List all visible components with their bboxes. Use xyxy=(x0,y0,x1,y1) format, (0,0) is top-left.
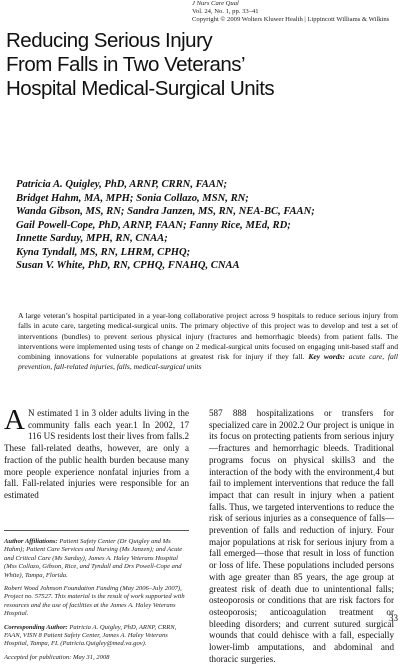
author-line: Susan V. White, PhD, RN, CPHQ, FNAHQ, CNAA xyxy=(16,260,240,271)
keywords-label: Key words: xyxy=(308,352,346,362)
affiliations-label: Author Affiliations: xyxy=(4,538,58,545)
drop-cap: A xyxy=(4,404,25,436)
abstract xyxy=(18,311,398,373)
author-line: Kyna Tyndall, MS, RN, LHRM, CPHQ; xyxy=(16,246,191,258)
body-text-left: N estimated 1 in 3 older adults living in the community falls each year.1 In 2002, 17 116 US residents lost their lives from falls.2 These fall-related deaths, however, are only a fraction of the public health burden because many more people experience nonfatal injuries from a fall. Fall-related injuries were responsible for an estimated xyxy=(4,408,189,500)
author-list xyxy=(16,178,400,273)
title-line-2: From Falls in Two Veterans’ xyxy=(6,53,246,76)
author-line: Bridget Hahm, MA, MPH; Sonia Collazo, MSN, RN; xyxy=(16,192,249,204)
title-line-3: Hospital Medical-Surgical Units xyxy=(6,77,275,100)
title-line-1: Reducing Serious Injury xyxy=(6,29,213,52)
page-number: 33 xyxy=(389,613,398,623)
author-line: Gail Powell-Cope, PhD, ARNP, FAAN; Fanny Rice, MEd, RD; xyxy=(16,219,291,231)
article-notes xyxy=(4,538,189,667)
corresponding-author xyxy=(4,624,189,649)
funding-note: Robert Wood Johnson Foundation Funding (May 2006–July 2007), Project no. 57527. This material is the result of work supported with resources and the use of facilities at the James A. Haley Veterans Hospital. xyxy=(4,585,185,618)
footnote-divider xyxy=(4,530,189,531)
author-line: Innette Sarduy, MPH, RN, CNAA; xyxy=(16,233,168,244)
body-column-left xyxy=(4,404,189,502)
corresponding-label: Corresponding Author: xyxy=(4,623,68,631)
journal-volume: Vol. 24, No. 1, pp. 33–41 xyxy=(192,8,259,15)
author-line: Patricia A. Quigley, PhD, ARNP, CRRN, FAAN; xyxy=(16,179,228,190)
author-line: Wanda Gibson, MS, RN; Sandra Janzen, MS, RN, NEA-BC, FAAN; xyxy=(16,206,315,217)
corresponding-text: Patricia A. Quigley, PhD, ARNP, CRRN, FAAN, VISN 8 Patient Safety Center, James A. Haley Veterans Hospital, Tampa, FL (Patricia.Quigley@med.va.gov). xyxy=(4,623,177,648)
accepted-date: Accepted for publication: May 31, 2008 xyxy=(4,653,110,661)
article-title xyxy=(6,29,398,101)
journal-header xyxy=(192,0,402,24)
keywords: acute care, fall prevention, fall-related injuries, falls, medical-surgical units xyxy=(18,352,398,372)
affiliations-text: Patient Safety Center (Dr Quigley and Ms Hahm); Patient Care Services and Nursing (Ms Janzen); and Acute and Critical Care (Ms Sarduy), James A. Haley Veterans Hospital (Mss Collazo, Gibson, Rice, and Tyndall and Drs Powell-Cope and White), Tampa, Florida. xyxy=(4,538,183,579)
journal-name: J Nurs Care Qual xyxy=(192,0,239,7)
copyright-line: Copyright © 2009 Wolters Kluwer Health | Lippincott Williams & Wilkins xyxy=(192,16,390,23)
abstract-text: A large veteran’s hospital participated in a year-long collaborative project across 9 hospitals to reduce serious injury from falls in acute care, targeting medical-surgical units. The primary objective of this project was to develop and test a set of interventions (bundles) to prevent serious physical injury (fractures and hemorrhagic bleeds) from patient falls. The interventions were implemented using tests of change on 2 medical-surgical units focused on engaging unit-based staff and combining innovations for vulnerable populations at greatest risk for injury if they fall. xyxy=(18,311,398,362)
author-affiliations xyxy=(4,538,189,580)
body-text-right: 587 888 hospitalizations or transfers for specialized care in 2002.2 Our project is unique in its focus on protecting patients from serious injury—fractures and hemorrhagic bleeds. Traditional programs focus on physical skills3 and the interaction of the body with the environment,4 but fail to implement interventions that reduce the fall impact that can result in injury when a patient falls. Thus, we targeted interventions to reduce the risk of serious injuries as a consequence of falls—prevention of falls and reduction of injury. Four major populations at risk for serious injury from a fall emerged—those that result in loss of function or loss of life. These populations included persons with age greater than 85 years, the age group at greatest risk of death due to unintentional falls; osteoporosis or conditions that are risk factors for osteoporosis; anticoagulation treatment or bleeding disorders; and current sutured surgical wounds that could dehisce with a fall, especially lower-limb amputations, and abdominal and thoracic surgeries. xyxy=(209,408,394,664)
